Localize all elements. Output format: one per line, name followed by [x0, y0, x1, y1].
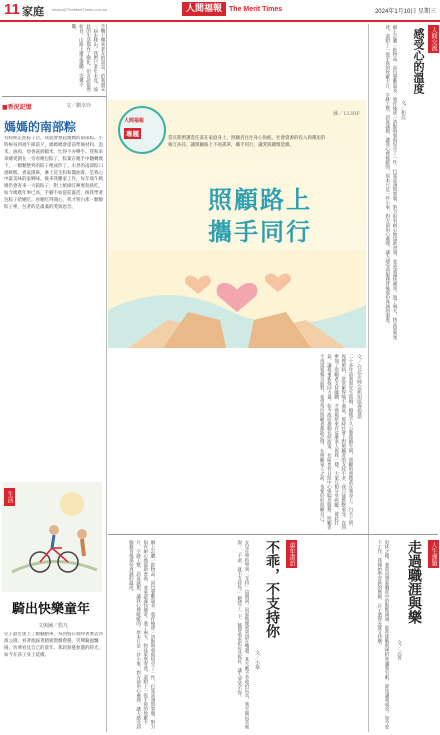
divider — [108, 534, 438, 535]
feature-title-line-2: 攜手同行 — [208, 218, 312, 246]
divider — [2, 96, 106, 97]
badge-line-1: 人間福報 — [124, 118, 145, 124]
column-divider — [106, 24, 107, 732]
feature-badge — [118, 106, 166, 154]
hands-heart-illustration — [108, 250, 366, 348]
side-story-body: 兒子最近迷上了騎腳踏車，每到假日就吵著要去河濱公園。看著他踩著踏板愈騎愈穩，笑聲隨風飄揚，彷彿看見自己的童年。那段無憂無慮的時光，如今在孩子身上延續。 — [4, 632, 103, 658]
side-story-title: 騎出快樂童年 — [12, 602, 91, 617]
bicycle-illustration — [2, 482, 102, 592]
feature-banner — [108, 100, 366, 348]
friend-body: 網上訂購一批物品，因包裹數量多，收件後逐一清點時發現短少了一件，打電話詢問客服，對方很有耐心地協助查詢，並承諾盡快補寄。過了兩天，物品果然寄達，還附上一張手寫的致歉卡片，字跡工整，語氣誠懇，讓我心裡暖暖的。原本只是一件小事，對方卻用心處理，讓人感受到服務背後那份真誠的溫度。 — [128, 540, 155, 729]
side-story-author: 文與圖／悠凡 — [38, 623, 69, 629]
warmth-author: 文／和佳 — [400, 100, 406, 120]
logo-chinese: 人間福報 — [182, 2, 226, 16]
side-story-tag: 生活 — [4, 488, 15, 506]
career-title: 走過職涯與樂 — [406, 540, 422, 624]
mother-story-body: 有時候走進粽子店，我就會想起媽媽的南部粽。小時候每到端午節前夕，媽媽總會提前準備材料，泡米、滷肉、炒香菇與蝦米，忙得不亦樂乎。我和弟弟總愛圍在一旁看她包粽子，粽葉在她手中翻轉幾下，一顆顆整齊的粽子便成形了。水煮的南部粽口感軟糯，香氣撲鼻，淋上花生粉和醬油膏，是我心中最美味的家鄉味。後來我離家工作，每年端午媽媽仍會寄來一大箱粽子，附上紙條叮嚀要趁熱吃。如今媽媽年事已高，手腳不如從前靈活，換我學著包粽子給她吃。看她吃得開心，我才明白那一顆顆粽子裡，包著的是滿滿的愛與思念。 — [4, 136, 103, 211]
issue-date: 2024年1月10日 星期三 — [374, 9, 436, 15]
mother-story-author: 文／劉幸玲 — [66, 103, 92, 109]
warmth-body: 網上訂購一批物品，因包裹數量多，收件後逐一清點時發現短少了一件，打電話詢問客服，對方很有耐心地協助查詢，並承諾盡快補寄。過了兩天，物品果然寄達，還附上一張手寫的致歉卡片，字跡工整，語氣誠懇，讓我心裡暖暖的。原本只是一件小事，對方卻用心處理，讓人感受到服務背後那份真誠的溫度。 — [384, 25, 397, 340]
career-tag: 人生課題 — [430, 542, 437, 566]
child-tag: 童年畫語 — [288, 542, 295, 566]
care-story-body: 二十多年前我與先生結婚，婚後不久公婆陸續生病，照顧的重擔落在我身上。白天上班、夜裡照料，常常累得喘不過氣。那時社會上對照顧者的支持不多，我只能默默承受。直到參加了照顧者支持團體，才發現原來有這麼多人與我一樣。大家互相分享經驗、彼此打氣，讓我重新找回力量。如今政府推動長照政策，社區也有日照中心與喘息服務，照顧者不再需要獨自面對。希望每位照顧者都能記得，在照顧家人之前，也要好好照顧自己。 — [319, 354, 353, 530]
care-story-author: 文／台北市婦女新知協會提供 — [356, 354, 362, 419]
site-address: mtsec@TheMeritTimes.com.tw — [52, 7, 108, 12]
newspaper-logo — [182, 2, 282, 16]
section-name: 家庭 — [22, 5, 44, 18]
mother-story-title: 媽媽的南部粽 — [4, 120, 77, 134]
image-credit: 圖／123RF — [333, 111, 360, 117]
career-author: 文／云菁 — [396, 640, 402, 660]
child-body: 女兒在學校學到「支持」這個詞，回家後便常常掛在嘴邊。某天她不肯收拾玩具，我半開玩笑地說：「不乖，就不支持你。」她愣了一下，隨即乖乖把玩具收好，讓人哭笑不得。 — [236, 540, 249, 729]
child-title: 不乖，不支持你 — [264, 540, 280, 638]
page-number: 11 — [4, 1, 20, 18]
career-body: 退休之後，我常回想起職涯中的點點滴滴，那些挑戰與挫折曾讓我失眠，卻也讓我成長。如今放下工作，我開始學習新的興趣，日子過得充實又快樂。 — [376, 540, 389, 729]
feature-intro: 當長期照護責任落在家庭身上，照顧者往往身心俱疲。社會資源的投入與鄰里的相互扶持，讓照顧路上不再孤單，攜手同行，讓愛與關懷延續。 — [168, 136, 326, 148]
mother-story-tag: ■香況記憶 — [2, 104, 32, 111]
feature-title-line-1: 照顧路上 — [208, 186, 312, 214]
child-author: 文／小華 — [254, 650, 260, 670]
warmth-tag: 人間交流 — [430, 27, 437, 51]
page-header — [0, 0, 440, 22]
left-top-columns: 手機上傳來老友的訊息，約我週末一起去爬山。我們已多年未見，彼此的生活都有了變化，但友誼依然如昔。山路上邊走邊聊，笑聲不斷。 — [71, 24, 105, 92]
badge-line-2: 專題 — [126, 130, 139, 138]
warmth-title: 感受心的溫度 — [412, 28, 425, 94]
logo-english: The Merit Times — [229, 5, 283, 13]
